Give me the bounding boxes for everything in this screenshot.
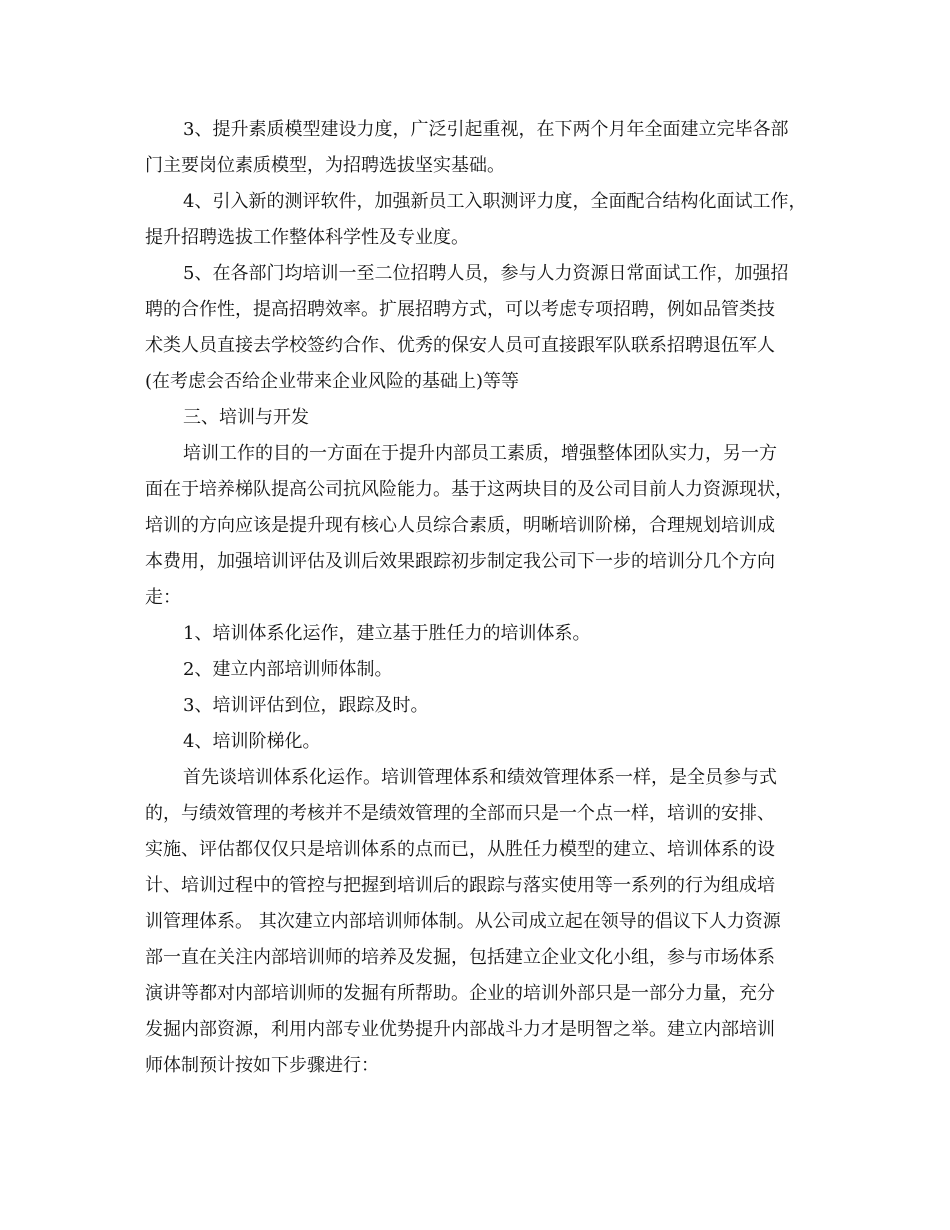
text-line: 首先谈培训体系化运作。培训管理体系和绩效管理体系一样，是全员参与式 bbox=[183, 767, 777, 788]
list-item: 4、培训阶梯化。 bbox=[183, 731, 321, 752]
text-line: 聘的合作性，提高招聘效率。扩展招聘方式，可以考虑专项招聘，例如品管类技 bbox=[145, 299, 775, 320]
text-line: 术类人员直接去学校签约合作、优秀的保安人员可直接跟军队联系招聘退伍军人 bbox=[145, 335, 775, 356]
text-line: (在考虑会否给企业带来企业风险的基础上)等等 bbox=[145, 371, 520, 392]
text-line: 3、提升素质模型建设力度，广泛引起重视，在下两个月年全面建立完毕各部 bbox=[183, 119, 789, 140]
text-line: 培训工作的目的一方面在于提升内部员工素质，增强整体团队实力，另一方 bbox=[183, 443, 777, 464]
text-line: 本费用，加强培训评估及训后效果跟踪初步制定我公司下一步的培训分几个方向 bbox=[145, 551, 775, 572]
text-line: 的，与绩效管理的考核并不是绩效管理的全部而只是一个点一样，培训的安排、 bbox=[145, 803, 775, 824]
text-line: 实施、评估都仅仅只是培训体系的点而已，从胜任力模型的建立、培训体系的设 bbox=[145, 839, 775, 860]
text-line: 演讲等都对内部培训师的发掘有所帮助。企业的培训外部只是一部分力量，充分 bbox=[145, 983, 775, 1004]
list-item: 1、培训体系化运作，建立基于胜任力的培训体系。 bbox=[183, 623, 591, 644]
text-line: 训管理体系。 其次建立内部培训师体制。从公司成立起在领导的倡议下人力资源 bbox=[145, 911, 781, 932]
text-line: 面在于培养梯队提高公司抗风险能力。基于这两块目的及公司目前人力资源现状， bbox=[145, 479, 793, 500]
text-line: 4、引入新的测评软件，加强新员工入职测评力度，全面配合结构化面试工作， bbox=[183, 191, 807, 212]
text-line: 部一直在关注内部培训师的培养及发掘，包括建立企业文化小组，参与市场体系 bbox=[145, 947, 775, 968]
text-line: 5、在各部门均培训一至二位招聘人员，参与人力资源日常面试工作，加强招 bbox=[183, 263, 789, 284]
text-line: 走： bbox=[145, 587, 181, 608]
text-line: 培训的方向应该是提升现有核心人员综合素质，明晰培训阶梯，合理规划培训成 bbox=[145, 515, 775, 536]
list-item: 3、培训评估到位，跟踪及时。 bbox=[183, 695, 429, 716]
text-line: 师体制预计按如下步骤进行： bbox=[145, 1055, 379, 1076]
text-line: 提升招聘选拔工作整体科学性及专业度。 bbox=[145, 227, 469, 248]
text-line: 发掘内部资源，利用内部专业优势提升内部战斗力才是明智之举。建立内部培训 bbox=[145, 1019, 775, 1040]
text-line: 计、培训过程中的管控与把握到培训后的跟踪与落实使用等一系列的行为组成培 bbox=[145, 875, 775, 896]
text-line: 门主要岗位素质模型，为招聘选拔坚实基础。 bbox=[145, 155, 505, 176]
list-item: 2、建立内部培训师体制。 bbox=[183, 659, 393, 680]
section-heading: 三、培训与开发 bbox=[183, 407, 309, 428]
